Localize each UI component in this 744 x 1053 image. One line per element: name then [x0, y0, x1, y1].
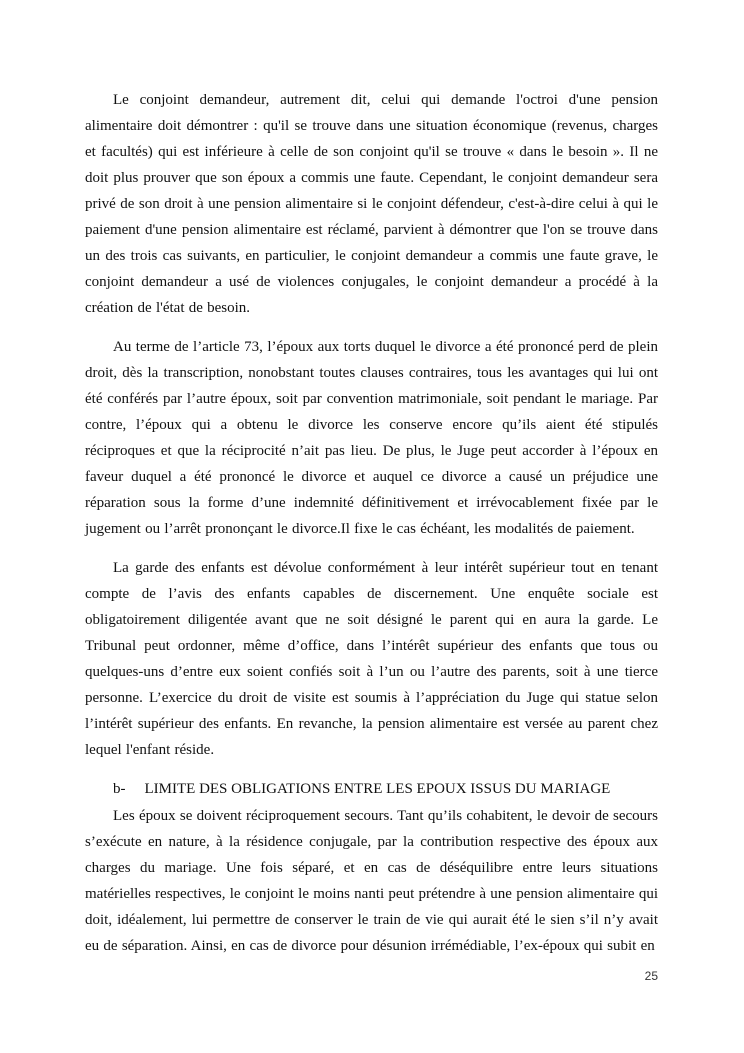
- section-heading-marker: b-: [113, 781, 126, 797]
- paragraph-pension-alimentaire: Le conjoint demandeur, autrement dit, celui qui demande l'octroi d'une pension alimentaire doit démontrer : qu'il se trouve dans une situation économique (revenus, charges et facultés) qui est inférieure à celle de son conjoint qu'il se trouve « dans le besoin ». Il ne doit plus prouver que son époux a commis une faute. Cependant, le conjoint demandeur sera privé de son droit à une pension alimentaire si le conjoint défendeur, c'est-à-dire celui à qui le paiement d'une pension alimentaire est réclamé, parvient à démontrer que l'on se trouve dans un des trois cas suivants, en particulier, le conjoint demandeur a commis une faute grave, le conjoint demandeur a usé de violences conjugales, le conjoint demandeur a procédé à la création de l'état de besoin.: [85, 92, 658, 316]
- section-heading-title: LIMITE DES OBLIGATIONS ENTRE LES EPOUX ISSUS DU MARIAGE: [144, 781, 611, 797]
- section-heading: [113, 776, 658, 802]
- page-number: 25: [644, 969, 658, 983]
- paragraph-article-73: Au terme de l’article 73, l’époux aux torts duquel le divorce a été prononcé perd de plein droit, dès la transcription, nonobstant toutes clauses contraires, tous les avantages qui lui ont été conférés par l’autre époux, soit par convention matrimoniale, soit pendant le mariage. Par contre, l’époux qui a obtenu le divorce les conserve encore qu’ils aient été stipulés réciproques et que la réciprocité n’ait pas lieu. De plus, le Juge peut accorder à l’époux en faveur duquel a été prononcé le divorce et auquel ce divorce a causé un préjudice une réparation sous la forme d’une indemnité définitivement et irrévocablement fixée par le jugement ou l’arrêt prononçant le divorce.Il fixe le cas échéant, les modalités de paiement.: [85, 339, 658, 537]
- paragraph-garde-des-enfants: La garde des enfants est dévolue conformément à leur intérêt supérieur tout en tenant compte de l’avis des enfants capables de discernement. Une enquête sociale est obligatoirement diligentée avant que ne soit désigné le parent qui en aura la garde. Le Tribunal peut ordonner, même d’office, dans l’intérêt supérieur des enfants que tous ou quelques-uns d’entre eux soient confiés soit à l’un ou l’autre des parents, soit à une tierce personne. L’exercice du droit de visite est soumis à l’appréciation du Juge qui statue selon l’intérêt supérieur des enfants. En revanche, la pension alimentaire est versée au parent chez lequel l'enfant réside.: [85, 560, 658, 758]
- paragraph-devoir-de-secours: Les époux se doivent réciproquement secours. Tant qu’ils cohabitent, le devoir de secours s’exécute en nature, à la résidence conjugale, par la contribution respective des époux aux charges du mariage. Une fois séparé, et en cas de déséquilibre entre leurs situations matérielles respectives, le conjoint le moins nanti peut prétendre à une pension alimentaire qui doit, idéalement, lui permettre de conserver le train de vie qui aurait été le sien s’il n’y avait eu de séparation. Ainsi, en cas de divorce pour désunion irrémédiable, l’ex-époux qui subit en: [85, 808, 658, 954]
